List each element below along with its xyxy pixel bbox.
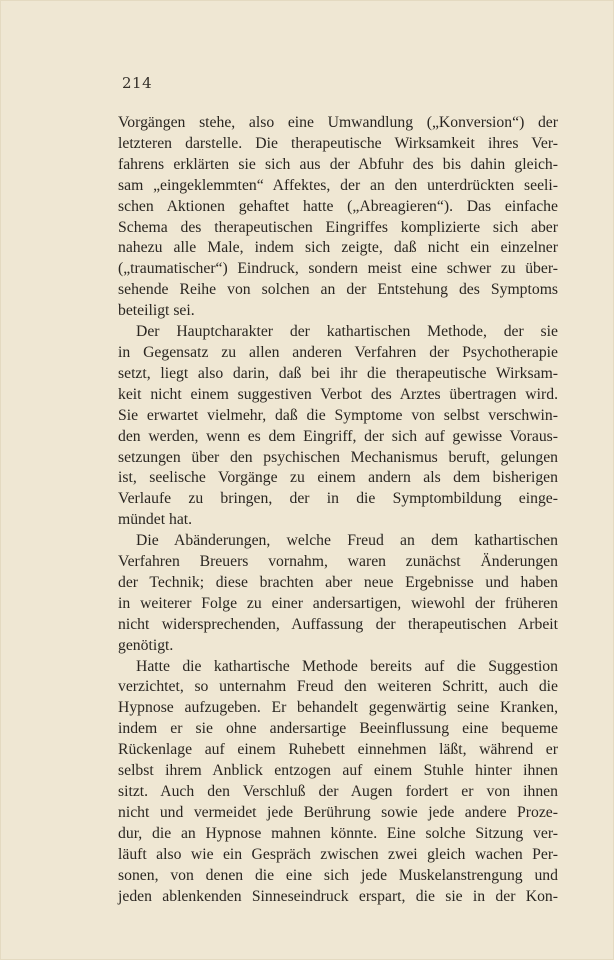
text-line: Rückenlage auf einem Ruhebett einnehmen läßt, während er <box>118 741 558 759</box>
text-line: Hatte die kathartische Methode bereits auf die Suggestion <box>136 657 558 675</box>
text-line: mündet hat. <box>118 511 193 529</box>
text-line: setzungen über den psychischen Mechanismus beruft, gelungen <box>118 448 558 466</box>
body-text <box>118 113 558 907</box>
paragraph-2 <box>118 322 558 531</box>
text-line: keit nicht einem suggestiven Verbot des Arztes übertragen wird. <box>118 385 558 403</box>
text-line: Sie erwartet vielmehr, daß die Symptome von selbst verschwin- <box>118 406 558 424</box>
text-line: Vorgängen stehe, also eine Umwandlung („Konversion“) der <box>118 114 558 131</box>
text-line: verzichtet, so unternahm Freud den weiteren Schritt, auch die <box>118 678 558 696</box>
text-line: setzt, liegt also darin, daß bei ihr die therapeutische Wirksam- <box>118 364 558 382</box>
text-line: nahezu alle Male, indem sich zeigte, daß nicht ein einzelner <box>118 239 558 257</box>
text-line: nicht und vermeidet jede Berührung sowie jede andere Proze- <box>118 803 558 821</box>
text-line: jeden ablenkenden Sinneseindruck erspart, die sie in der Kon- <box>118 887 558 905</box>
text-line: fahrens erklärten sie sich aus der Abfuhr des bis dahin gleich- <box>118 155 558 173</box>
text-line: in weiterer Folge zu einer andersartigen, wiewohl der früheren <box>118 594 558 612</box>
text-line: letzteren darstelle. Die therapeutische Wirksamkeit ihres Ver- <box>118 134 558 152</box>
text-line: schen Aktionen gehaftet hatte („Abreagieren“). Das einfache <box>118 197 558 215</box>
text-line: Hypnose aufzugeben. Er behandelt gegenwärtig seine Kranken, <box>118 699 558 717</box>
text-line: beteiligt sei. <box>118 302 195 320</box>
text-line: genötigt. <box>118 636 174 654</box>
text-line: ist, seelische Vorgänge zu einem andern als dem bisherigen <box>118 469 558 487</box>
text-line: der Technik; diese brachten aber neue Ergebnisse und haben <box>118 573 558 591</box>
paragraph-3 <box>118 531 558 656</box>
text-line: dur, die an Hypnose mahnen könnte. Eine solche Sitzung ver- <box>118 824 558 842</box>
text-line: sam „eingeklemmten“ Affektes, der an den unterdrückten seeli- <box>118 176 558 194</box>
text-line: Die Abänderungen, welche Freud an dem kathartischen <box>136 532 558 550</box>
text-line: nicht widersprechenden, Auffassung der therapeutischen Arbeit <box>118 615 558 633</box>
text-line: Der Hauptcharakter der kathartischen Methode, der sie <box>136 323 558 341</box>
text-line: („traumatischer“) Eindruck, sondern meist eine schwer zu über- <box>118 260 558 278</box>
text-line: sehende Reihe von solchen an der Entstehung des Symptoms <box>118 281 558 299</box>
text-line: Verfahren Breuers vornahm, waren zunächst Änderungen <box>118 553 558 571</box>
text-line: sonen, von denen die eine sich jede Muskelanstrengung und <box>118 866 558 884</box>
text-line: selbst ihrem Anblick entzogen auf einem Stuhle hinter ihnen <box>118 762 558 780</box>
text-line: sitzt. Auch den Verschluß der Augen fordert er von ihnen <box>118 783 558 800</box>
paragraph-1 <box>118 113 558 322</box>
text-line: Schema des therapeutischen Eingriffes komplizierte sich aber <box>118 218 558 236</box>
text-line: indem er sie ohne andersartige Beeinflussung eine bequeme <box>118 720 558 738</box>
text-line: läuft also wie ein Gespräch zwischen zwei gleich wachen Per- <box>118 845 558 863</box>
paragraph-4 <box>118 657 558 908</box>
text-line: in Gegensatz zu allen anderen Verfahren der Psychotherapie <box>118 343 558 361</box>
text-line: den werden, wenn es dem Eingriff, der sich auf gewisse Voraus- <box>118 427 558 445</box>
text-line: Verlaufe zu bringen, der in die Symptombildung einge- <box>118 490 558 508</box>
page-number: 214 <box>122 74 153 92</box>
